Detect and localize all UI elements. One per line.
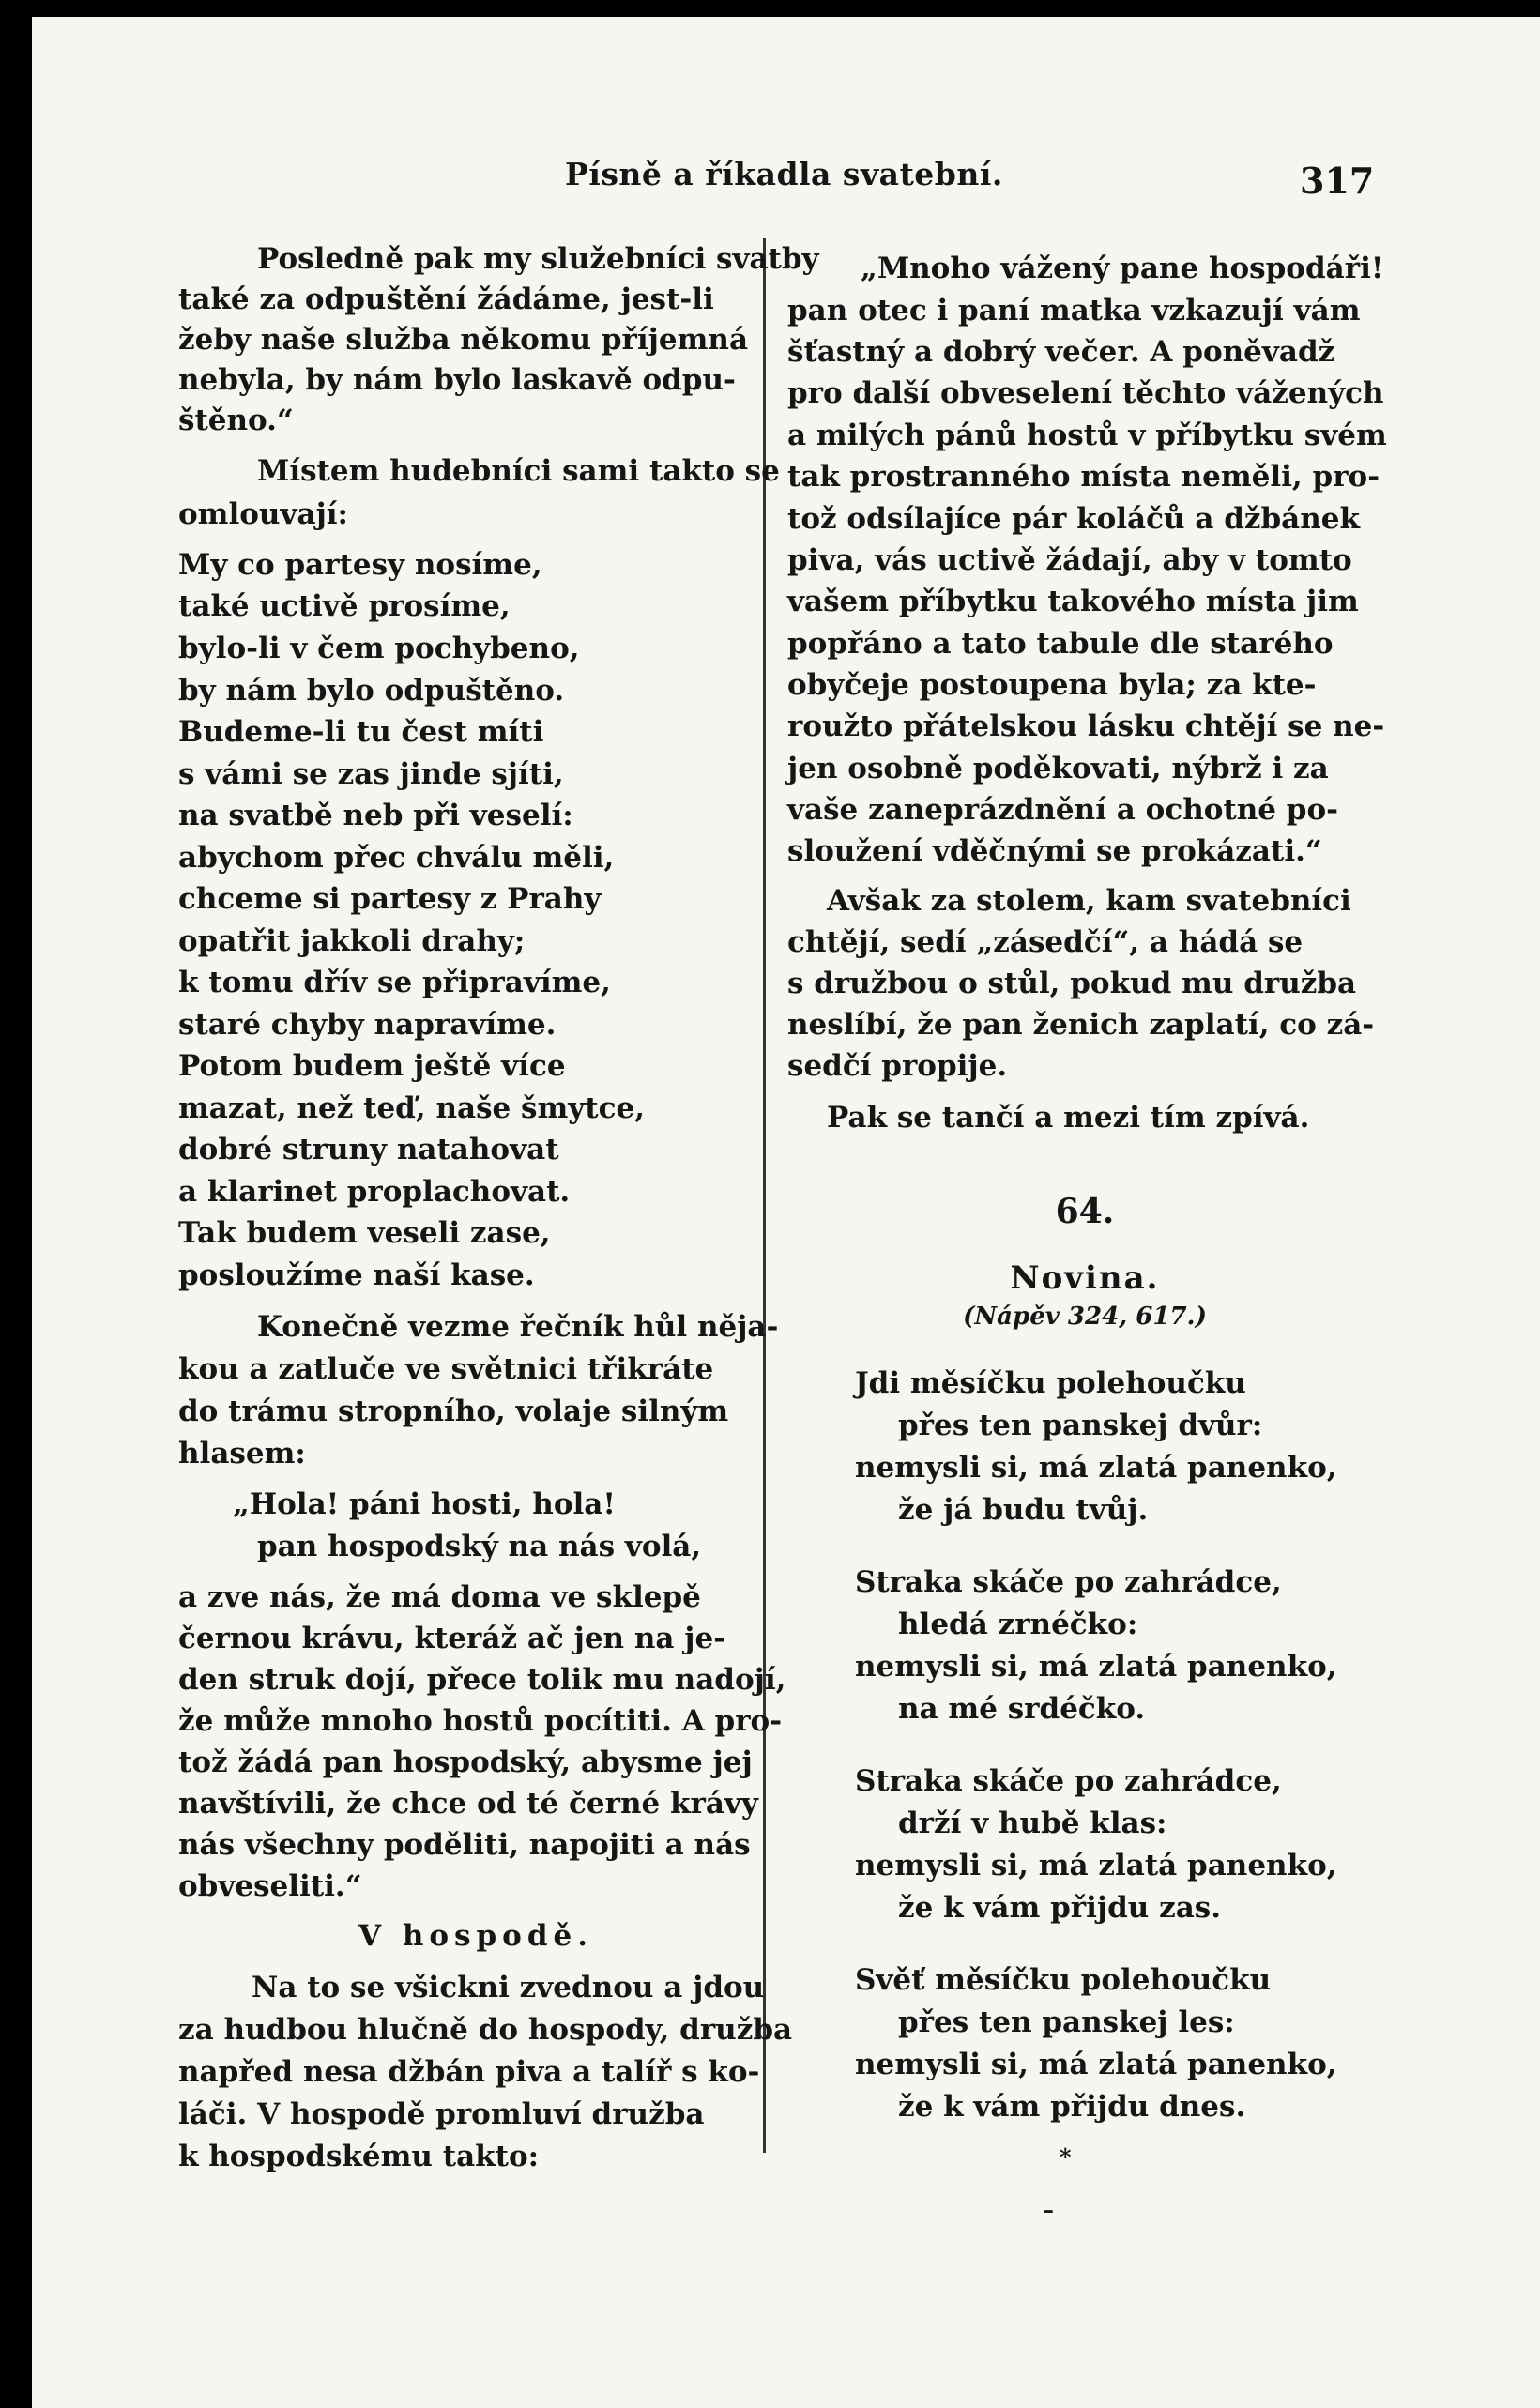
text-line: sloužení vděčnými se prokázati.“ xyxy=(787,834,1322,868)
verse-line: opatřit jakkoli drahy; xyxy=(178,924,526,958)
text-line: do trámu stropního, volaje silným xyxy=(178,1395,729,1428)
text-line: a zve nás, že má doma ve sklepě xyxy=(178,1580,701,1614)
verse-line: dobré struny natahovat xyxy=(178,1133,559,1166)
verse-line: že k vám přijdu dnes. xyxy=(898,2090,1246,2124)
text-line: kou a zatluče ve světnici třikráte xyxy=(178,1352,714,1386)
verse-line: Budeme-li tu čest míti xyxy=(178,715,544,749)
text-line: štěno.“ xyxy=(178,404,294,437)
text-line: hlasem: xyxy=(178,1437,306,1471)
verse-line: hledá zrnéčko: xyxy=(898,1608,1138,1641)
text-line: pan otec i paní matka vzkazují vám xyxy=(787,294,1361,328)
section-heading: V hospodě. xyxy=(358,1919,594,1953)
verse-line: že k vám přijdu zas. xyxy=(898,1891,1222,1925)
end-dash-mark: – xyxy=(1043,2196,1054,2223)
song-number: 64. xyxy=(1055,1192,1115,1231)
text-line: Místem hudebníci sami takto se xyxy=(257,454,780,488)
text-line: roužto přátelskou lásku chtějí se ne- xyxy=(787,709,1385,743)
text-line: Na to se všickni zvednou a jdou xyxy=(252,1971,765,2004)
song-title: Novina. xyxy=(1010,1259,1160,1297)
text-line: tož žádá pan hospodský, abysme jej xyxy=(178,1745,753,1779)
verse-line: drží v hubě klas: xyxy=(898,1806,1167,1840)
text-line: obveseliti.“ xyxy=(178,1869,362,1903)
verse-line: staré chyby napravíme. xyxy=(178,1008,557,1042)
book-page xyxy=(32,17,1540,2408)
text-line: napřed nesa džbán piva a talíř s ko- xyxy=(178,2055,760,2089)
running-header: Písně a říkadla svatební. xyxy=(565,156,1003,192)
verse-line: na svatbě neb při veselí: xyxy=(178,799,573,832)
verse-line: Straka skáče po zahrádce, xyxy=(855,1764,1282,1798)
end-star-mark: * xyxy=(1060,2143,1072,2171)
verse-line: nemysli si, má zlatá panenko, xyxy=(855,1849,1337,1882)
text-line: také za odpuštění žádáme, jest-li xyxy=(178,282,714,316)
text-line: láči. V hospodě promluví družba xyxy=(178,2097,705,2131)
text-line: chtějí, sedí „zásedčí“, a hádá se xyxy=(787,925,1304,959)
text-line: sedčí propije. xyxy=(787,1049,1008,1083)
verse-line: nemysli si, má zlatá panenko, xyxy=(855,1650,1337,1684)
verse-line: Straka skáče po zahrádce, xyxy=(855,1565,1282,1599)
song-tune-reference: (Nápěv 324, 617.) xyxy=(963,1303,1207,1331)
verse-line: Potom budem ještě více xyxy=(178,1049,566,1083)
text-line: s družbou o stůl, pokud mu družba xyxy=(787,967,1357,1000)
verse-line: na mé srdéčko. xyxy=(898,1692,1146,1726)
verse-line: My co partesy nosíme, xyxy=(178,548,542,582)
verse-line: Jdi měsíčku polehoučku xyxy=(855,1366,1246,1400)
verse-line: Svěť měsíčku polehoučku xyxy=(855,1963,1272,1997)
verse-line: by nám bylo odpuštěno. xyxy=(178,674,565,708)
text-line: tak prostranného místa neměli, pro- xyxy=(787,460,1380,494)
verse-line: Tak budem veseli zase, xyxy=(178,1216,551,1250)
text-line: šťastný a dobrý večer. A poněvadž xyxy=(787,335,1335,369)
text-line: že může mnoho hostů pocítiti. A pro- xyxy=(178,1704,783,1738)
text-line: omlouvají: xyxy=(178,497,349,531)
text-line: „Mnoho vážený pane hospodáři! xyxy=(861,251,1384,285)
verse-line: posloužíme naší kase. xyxy=(178,1258,535,1292)
text-line: jen osobně poděkovati, nýbrž i za xyxy=(787,752,1329,785)
verse-line: s vámi se zas jinde sjíti, xyxy=(178,757,564,791)
verse-line: abychom přec chválu měli, xyxy=(178,841,615,875)
text-line: nás všechny poděliti, napojiti a nás xyxy=(178,1828,751,1862)
verse-line: mazat, než teď, naše šmytce, xyxy=(178,1091,646,1125)
text-line: popřáno a tato tabule dle starého xyxy=(787,627,1334,661)
text-line: vašem příbytku takového místa jim xyxy=(787,585,1359,618)
verse-line: že já budu tvůj. xyxy=(898,1493,1149,1527)
text-line: Pak se tančí a mezi tím zpívá. xyxy=(827,1101,1310,1135)
column-divider xyxy=(763,238,766,2153)
verse-line: přes ten panskej dvůr: xyxy=(898,1409,1263,1442)
page-number: 317 xyxy=(1300,160,1375,202)
verse-line: „Hola! páni hosti, hola! xyxy=(233,1487,616,1521)
text-line: a milých pánů hostů v příbytku svém xyxy=(787,419,1387,452)
text-line: vaše zaneprázdnění a ochotné po- xyxy=(787,793,1339,827)
text-line: za hudbou hlučně do hospody, družba xyxy=(178,2013,793,2047)
text-line: Posledně pak my služebníci svatby xyxy=(257,242,819,276)
verse-line: nemysli si, má zlatá panenko, xyxy=(855,1451,1337,1485)
verse-line: nemysli si, má zlatá panenko, xyxy=(855,2048,1337,2081)
text-line: Avšak za stolem, kam svatebníci xyxy=(827,884,1351,918)
verse-line: pan hospodský na nás volá, xyxy=(257,1530,702,1563)
verse-line: k tomu dřív se připravíme, xyxy=(178,966,611,999)
text-line: tož odsílajíce pár koláčů a džbánek xyxy=(787,502,1360,536)
text-line: neslíbí, že pan ženich zaplatí, co zá- xyxy=(787,1008,1375,1042)
verse-line: přes ten panskej les: xyxy=(898,2005,1235,2039)
verse-line: a klarinet proplachovat. xyxy=(178,1175,571,1209)
text-line: k hospodskému takto: xyxy=(178,2140,540,2173)
verse-line: bylo-li v čem pochybeno, xyxy=(178,632,580,665)
text-line: den struk dojí, přece tolik mu nadojí, xyxy=(178,1663,786,1697)
text-line: černou krávu, kteráž ač jen na je- xyxy=(178,1622,726,1655)
text-line: nebyla, by nám bylo laskavě odpu- xyxy=(178,363,736,397)
text-line: obyčeje postoupena byla; za kte- xyxy=(787,668,1317,702)
verse-line: také uctivě prosíme, xyxy=(178,589,511,623)
text-line: žeby naše služba někomu příjemná xyxy=(178,323,749,357)
verse-line: chceme si partesy z Prahy xyxy=(178,882,602,916)
text-line: pro další obveselení těchto vážených xyxy=(787,376,1384,410)
text-line: navštívili, že chce od té černé krávy xyxy=(178,1787,758,1821)
text-line: piva, vás uctivě žádají, aby v tomto xyxy=(787,543,1352,577)
text-line: Konečně vezme řečník hůl něja- xyxy=(257,1310,779,1344)
